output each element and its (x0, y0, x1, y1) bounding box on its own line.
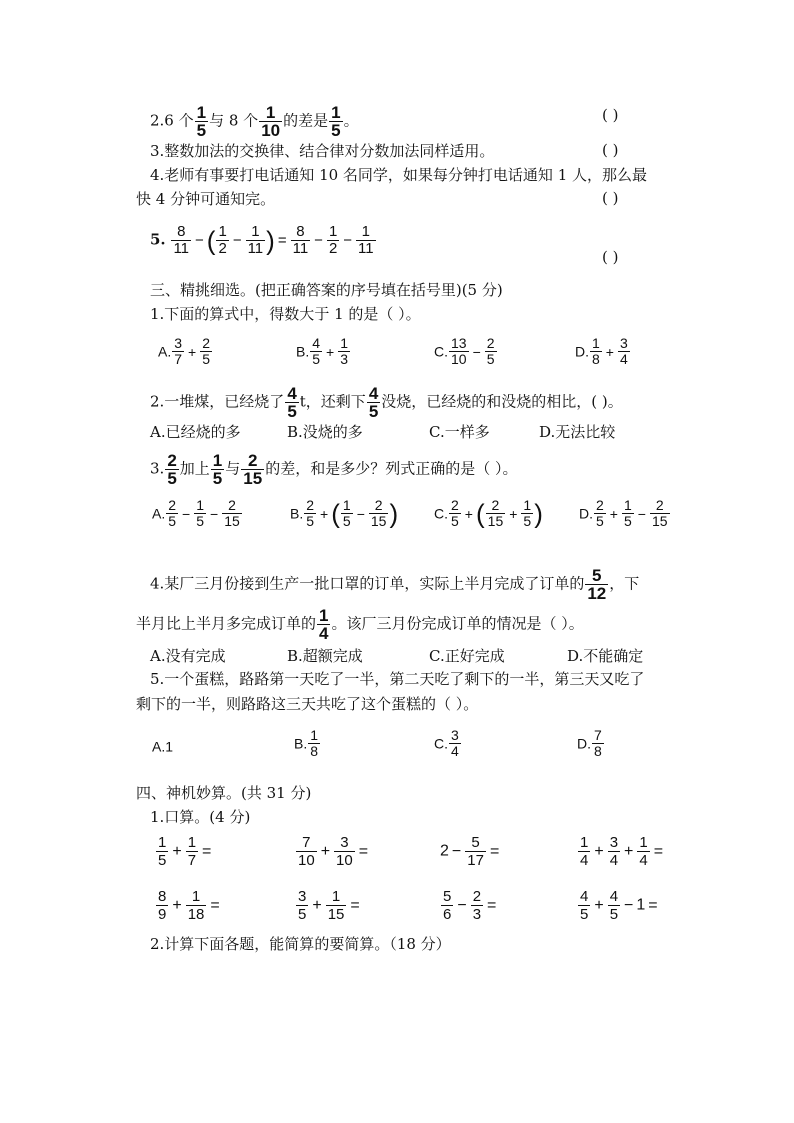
s3-q4-option-c[interactable]: C.正好完成 (429, 647, 505, 665)
s3-q5-option-b[interactable]: B. $\frac{1}{8}$ (294, 727, 319, 759)
answer-paren-q3[interactable]: ( ) (602, 141, 619, 159)
answer-paren-q4[interactable]: ( ) (602, 189, 619, 207)
oral-calc-4: $\frac{1}{4}$ + $\frac{3}{4}$ + $\frac{1}{4}$ = (580, 834, 664, 869)
s3-q4-option-d[interactable]: D.不能确定 (567, 647, 644, 665)
s4-q2: 2.计算下面各题，能简算的要简算。（18 分） (150, 935, 451, 953)
judge-q2: 2.6 个 $\frac{1}{5}$ 与 8 个 $\frac{1}{10}$ 的差是 $\frac{1}{5}$ 。 (150, 103, 359, 140)
s3-q4-option-b[interactable]: B.超额完成 (287, 647, 363, 665)
s3-q5-option-c[interactable]: C. $\frac{3}{4}$ (434, 727, 459, 759)
oral-calc-1: $\frac{1}{5}$ + $\frac{1}{7}$ = (158, 834, 212, 869)
s3-q2-option-d[interactable]: D.无法比较 (539, 423, 616, 441)
s3-q1: 1.下面的算式中，得数大于 1 的是（ ）。 (150, 305, 421, 323)
judge-q4-line1: 4.老师有事要打电话通知 10 名同学，如果每分钟打电话通知 1 人，那么最 (150, 166, 648, 184)
s3-q3-option-a[interactable]: A. $\frac{2}{5}$ − $\frac{1}{5}$ − $\frac{2}{15}$ (152, 497, 240, 529)
judge-q5: 5. $\frac{8}{11}$ − ( $\frac{1}{2}$ − $\frac{1}{11}$ ) = $\frac{8}{11}$ − $\frac{1}{2}$ − $\frac{1}{11}$ (150, 223, 374, 257)
answer-paren-q5[interactable]: ( ) (602, 248, 619, 266)
section4-title: 四、神机妙算。(共 31 分) (136, 784, 312, 802)
s3-q1-option-a[interactable]: A. $\frac{3}{7}$ + $\frac{2}{5}$ (158, 335, 211, 367)
s3-q3-option-d[interactable]: D. $\frac{2}{5}$ + $\frac{1}{5}$ − $\frac{2}{15}$ (579, 497, 668, 529)
s3-q2-option-a[interactable]: A.已经烧的多 (150, 423, 241, 441)
s3-q4-line1: 4.某厂三月份接到生产一批口罩的订单，实际上半月完成了订单的 $\frac{5}{12}$ ，下 (150, 566, 640, 603)
oral-calc-3: 2 − $\frac{5}{17}$ = (440, 834, 500, 869)
s3-q5-line1: 5.一个蛋糕，路路第一天吃了一半，第二天吃了剩下的一半，第三天又吃了 (150, 670, 645, 688)
oral-calc-2: $\frac{7}{10}$ + $\frac{3}{10}$ = (298, 834, 369, 869)
s3-q5-line2: 剩下的一半，则路路这三天共吃了这个蛋糕的（ ）。 (136, 695, 479, 713)
judge-q4-line2: 快 4 分钟可通知完。 (136, 190, 276, 208)
oral-calc-8: $\frac{4}{5}$ + $\frac{4}{5}$ − 1 = (580, 888, 658, 923)
s3-q2-option-b[interactable]: B.没烧的多 (287, 423, 363, 441)
s3-q5-option-a[interactable]: A.1 (152, 738, 174, 755)
oral-calc-6: $\frac{3}{5}$ + $\frac{1}{15}$ = (298, 888, 360, 923)
s3-q2: 2.一堆煤，已经烧了 $\frac{4}{5}$ t，还剩下 $\frac{4}{5}$ 没烧，已经烧的和没烧的相比，( )。 (150, 384, 623, 421)
s3-q1-option-b[interactable]: B. $\frac{4}{5}$ + $\frac{1}{3}$ (296, 335, 349, 367)
s3-q3: 3. $\frac{2}{5}$ 加上 $\frac{1}{5}$ 与 $\frac{2}{15}$ 的差，和是多少？列式正确的是（ ）。 (150, 451, 518, 488)
oral-calc-5: $\frac{8}{9}$ + $\frac{1}{18}$ = (158, 888, 220, 923)
s3-q3-option-c[interactable]: C. $\frac{2}{5}$ + ( $\frac{2}{15}$ + $\frac{1}{5}$ ) (434, 497, 543, 529)
answer-paren-q2[interactable]: ( ) (602, 106, 619, 124)
section3-title: 三、精挑细选。(把正确答案的序号填在括号里)(5 分) (150, 281, 503, 299)
s3-q3-option-b[interactable]: B. $\frac{2}{5}$ + ( $\frac{1}{5}$ − $\frac{2}{15}$ ) (290, 497, 399, 529)
s3-q1-option-c[interactable]: C. $\frac{13}{10}$ − $\frac{2}{5}$ (434, 335, 495, 367)
oral-calc-7: $\frac{5}{6}$ − $\frac{2}{3}$ = (443, 888, 497, 923)
s3-q2-option-c[interactable]: C.一样多 (429, 423, 490, 441)
s3-q4-option-a[interactable]: A.没有完成 (150, 647, 226, 665)
s3-q5-option-d[interactable]: D. $\frac{7}{8}$ (577, 727, 602, 759)
judge-q3: 3.整数加法的交换律、结合律对分数加法同样适用。 (150, 142, 495, 160)
s4-q1: 1.口算。(4 分) (150, 808, 251, 826)
s3-q1-option-d[interactable]: D. $\frac{1}{8}$ + $\frac{3}{4}$ (575, 335, 628, 367)
s3-q4-line2: 半月比上半月多完成订单的 $\frac{1}{4}$ 。该厂三月份完成订单的情况是（ ）。 (136, 606, 584, 643)
